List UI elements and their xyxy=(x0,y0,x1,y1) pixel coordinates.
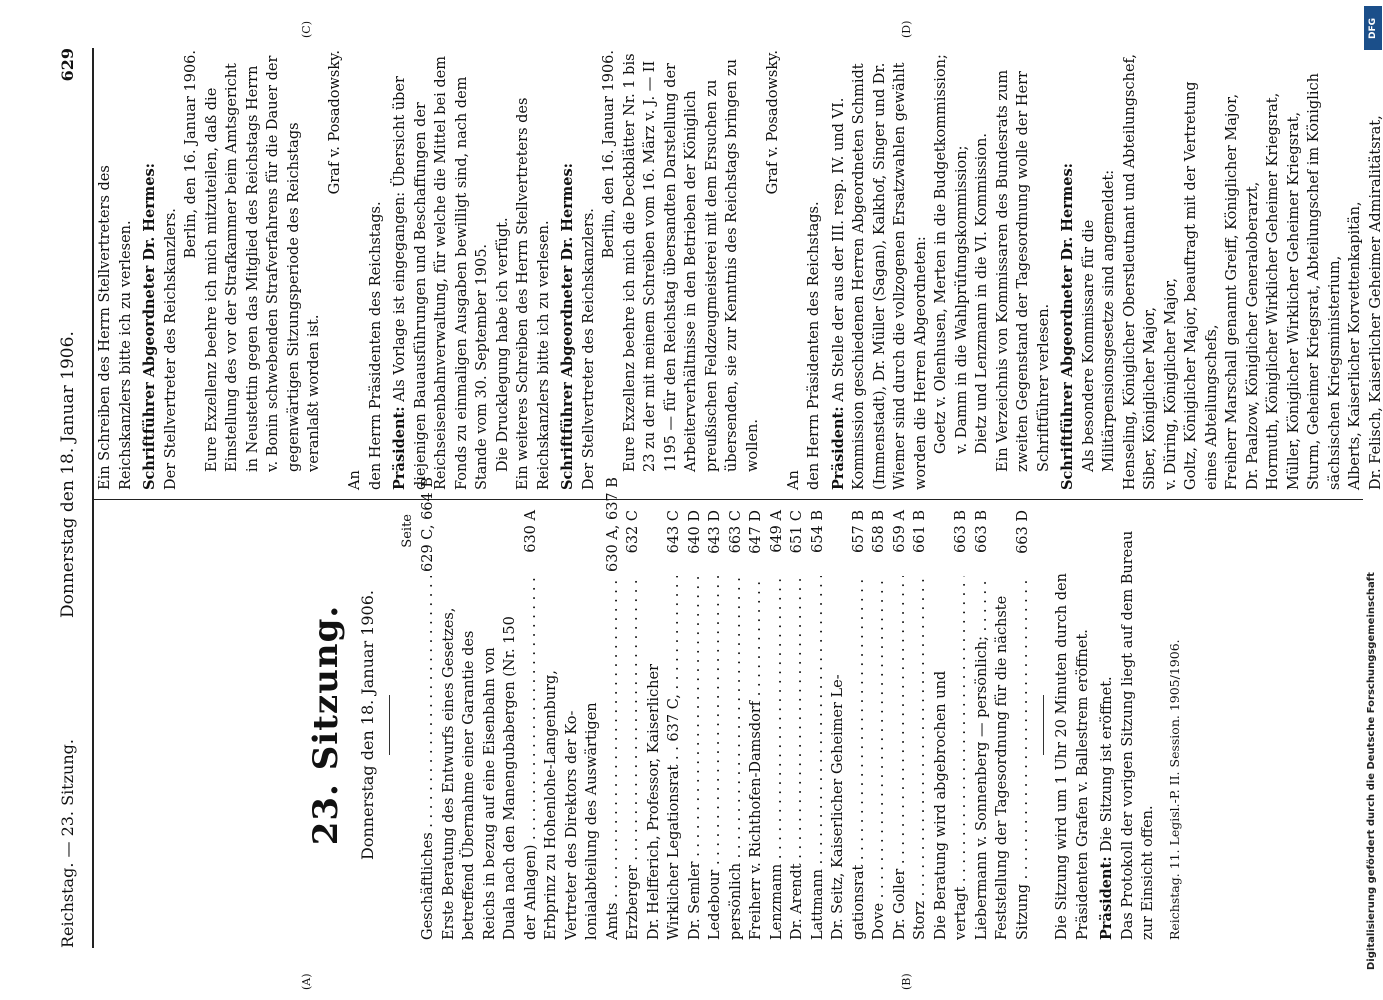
page-footer: Reichstag. 11. Legisl.-P. II. Session. 1905/1906. xyxy=(1166,639,1182,940)
toc-row xyxy=(459,510,480,940)
toc-entry-text: Erbprinz zu Hohenlohe-Langenburg, xyxy=(543,670,559,940)
toc-entry-text: Dr. Seitz, Kaiserlicher Geheimer Le- xyxy=(830,674,846,940)
letter-body: Eure Exzellenz beehre ich mich die Deckblätter Nr. 1 bis 23 zu der mit meinem Schreiben vom 16. März v. J. — II 1195 — für den Reichstag übersandten Darstellung der Arbeiterverhältnisse in den Betrieben der Königlich preußischen Feldzeugmeisterei mit dem Ersuchen zu übersenden, sie zur Kenntnis des Reichstags bringen zu wollen. xyxy=(621,53,761,472)
letter-sender: Der Stellvertreter des Reichskanzlers. xyxy=(162,208,179,490)
list-item: Dr. Felisch, Kaiserlicher Geheimer Admiralitätsrat, xyxy=(1367,115,1383,490)
list-item: Sturm, Geheimer Kriegsrat, Abteilungschef im Königlich sächsischen Kriegsministerium, xyxy=(1306,73,1343,490)
toc-entry-text: Ledebour . . . xyxy=(705,576,726,940)
letter-sender: Der Stellvertreter des Reichskanzlers. xyxy=(580,208,597,490)
toc-row xyxy=(767,510,788,940)
short-rule xyxy=(389,695,390,755)
toc-page-ref: 647 D xyxy=(748,510,764,554)
toc-row xyxy=(582,510,603,940)
toc-row xyxy=(541,510,562,940)
toc-entry-text: Freiherr v. Richthofen-Damsdorf . . . xyxy=(746,576,767,940)
opening-text: Die Sitzung wird um 1 Uhr 20 Minuten durch den Präsidenten Grafen v. Ballestrem eröffnet. xyxy=(1054,573,1091,940)
digitization-credit: Digitalisierung gefördert durch die Deutsche Forschungsgemeinschaft xyxy=(1366,572,1377,970)
toc-entry-text: der Anlagen) . . . xyxy=(521,576,542,940)
toc-page-ref: 659 A xyxy=(891,510,908,553)
header-rule xyxy=(92,48,94,948)
toc-row xyxy=(910,510,931,940)
dfg-logo: DFG xyxy=(1364,6,1382,50)
toc-entry-text: Sitzung . . . xyxy=(1013,576,1034,940)
toc-row xyxy=(746,510,767,940)
toc-row xyxy=(992,510,1013,940)
toc-page-ref: 658 B xyxy=(871,510,887,553)
right-column xyxy=(95,50,1383,490)
toc-page-ref: 640 D xyxy=(686,510,703,554)
letter-address: An xyxy=(347,470,363,490)
toc-row xyxy=(972,510,993,940)
paragraph: Die Drucklegung habe ich verfügt. xyxy=(494,217,511,472)
paragraph: Ein weiteres Schreiben des Herrn Stellvertreters des Reichskanzlers bitte ich zu verlesen. xyxy=(515,97,552,490)
toc-page-ref: 657 B xyxy=(850,510,867,553)
list-item: Dietz und Lenzmann in die VI. Kommission. xyxy=(974,133,990,454)
toc-entry-text: Amts . . . xyxy=(603,576,624,940)
speaker-line xyxy=(1058,50,1079,490)
toc-row xyxy=(664,510,685,940)
praesident-opening xyxy=(1097,510,1118,940)
toc-row xyxy=(480,510,501,940)
session-date: Donnerstag den 18. Januar 1906. xyxy=(358,590,377,860)
toc-row xyxy=(644,510,665,940)
toc-entry-text: Erste Beratung des Entwurfs eines Gesetzes, xyxy=(440,607,457,940)
list-item: v. Damm in die Wahlprüfungskommission; xyxy=(953,145,970,454)
letter-date: Berlin, den 16. Januar 1906. xyxy=(601,50,617,259)
toc-row xyxy=(869,510,890,940)
list-item: Goetz v. Olenhusen, Merten in die Budgetkommission; xyxy=(933,54,949,454)
running-header xyxy=(50,48,84,948)
header-center: Donnerstag den 18. Januar 1906. xyxy=(58,331,78,618)
statement-text: Als Vorlage ist eingegangen: Übersicht über diejenigen Bauausführungen und Beschaffungen der Reichseisenbahnverwaltung, für welche die Mittel bei dem Fonds zu einmaligen Ausgaben bewilligt sind, nach dem Stande vom 30. September 1905. xyxy=(392,56,490,490)
speaker-text: Die Sitzung ist eröffnet. xyxy=(1099,676,1115,852)
list-item: Müller, Königlicher Wirklicher Geheimer Kriegsrat, xyxy=(1285,111,1302,490)
margin-marker-a: (A) xyxy=(300,973,313,990)
speaker-label: Präsident: xyxy=(829,406,847,490)
toc-row xyxy=(951,510,972,940)
toc-row xyxy=(685,510,706,940)
list-item: Dr. Paalzow, Königlicher Generaloberarzt, xyxy=(1244,181,1261,490)
short-rule xyxy=(1043,695,1044,755)
letter-signature: Graf v. Posadowsky. xyxy=(326,50,343,195)
toc-page-ref: 643 C xyxy=(666,510,682,554)
toc-page-ref: 663 D xyxy=(1014,510,1031,554)
toc-entry-text: Die Beratung wird abgebrochen und xyxy=(932,670,949,940)
list-item: Siber, Königlicher Major, xyxy=(1142,307,1158,490)
toc-entry-text: Feststellung der Tagesordnung für die nächste xyxy=(994,595,1010,940)
toc-entry-text: Dr. Arendt . . . xyxy=(787,576,808,940)
toc-entry-text: Lenzmann . . . xyxy=(767,576,788,940)
toc-entry-text: Storz . . . xyxy=(910,576,931,940)
list-item: v. Düring, Königlicher Major, xyxy=(1162,277,1179,490)
toc-entry-text: persönlich . . . xyxy=(726,576,747,940)
toc-entry-text: vertagt . . . xyxy=(951,576,972,940)
toc-row xyxy=(521,510,542,940)
margin-marker-c: (C) xyxy=(300,21,313,38)
toc-row xyxy=(500,510,521,940)
toc-entry-text: Dr. Goller . . . xyxy=(890,576,911,940)
statement-text: An Stelle der aus der III. resp. IV. und VI. Kommission geschiedenen Herren Abgeordneten Schmidt (Immenstadt), Dr. Müller (Sagan), Kalkhof, Singer und Dr. Wiemer sind durch die vollzogenen Ersatzwahlen gewählt worden die Herren Abgeordneten: xyxy=(830,62,929,490)
toc-row xyxy=(603,477,624,940)
toc-entry-text: Wirklicher Legationsrat . . 637 C, . . . xyxy=(664,576,685,940)
paragraph: Ein Schreiben des Herrn Stellvertreters des Reichskanzlers bitte ich zu verlesen. xyxy=(97,165,134,490)
toc-row xyxy=(439,510,460,940)
left-column xyxy=(306,476,1185,940)
praesident-statement xyxy=(390,50,493,490)
letter-address: An xyxy=(785,470,802,490)
toc-page-ref: 649 A xyxy=(768,510,785,553)
toc-entry-text: Geschäftliches . . . xyxy=(418,576,439,940)
letter-signature: Graf v. Posadowsky. xyxy=(765,50,781,195)
speaker-label: Schriftführer Abgeordneter Dr. Hermes: xyxy=(559,162,576,490)
toc-entry-text: Duala nach den Manengubabergen (Nr. 150 xyxy=(502,616,518,940)
toc-row xyxy=(931,510,952,940)
page-number: 629 xyxy=(58,48,77,82)
toc-row xyxy=(623,510,644,940)
toc-row xyxy=(705,510,726,940)
toc-entry-text: betreffend Übernahme einer Garantie des xyxy=(461,630,477,940)
list-item: Henseling, Königlicher Oberstleutnant und Abteilungschef, xyxy=(1121,54,1138,490)
toc-entry-text: Dr. Helfferich, Professor, Kaiserlicher xyxy=(645,663,662,940)
toc-entry-text: lonialabteilung des Auswärtigen xyxy=(584,702,600,940)
speaker-line xyxy=(140,50,161,490)
toc-row xyxy=(849,510,870,940)
margin-marker-d: (D) xyxy=(900,20,913,38)
speaker-label: Präsident: xyxy=(1098,856,1115,940)
toc-entry-text: gationsrat . . . xyxy=(849,576,870,940)
paragraph: Ein Verzeichnis von Kommissaren des Bundesrats zum zweiten Gegenstand der Tagesordnung wolle der Herr Schriftführer verlesen. xyxy=(994,69,1052,472)
list-item: Goltz, Königlicher Major, beauftragt mit der Vertretung eines Abteilungschefs, xyxy=(1183,81,1220,490)
toc-row xyxy=(1013,510,1034,940)
list-item: Freiherr Marschall genannt Greiff, Königlicher Major, xyxy=(1224,93,1240,490)
table-of-contents xyxy=(418,476,1033,940)
toc-entry-text: Lattmann . . . xyxy=(808,576,829,940)
toc-entry-text: Reichs in bezug auf eine Eisenbahn von xyxy=(481,647,498,940)
speaker-label: Schriftführer Abgeordneter Dr. Hermes: xyxy=(141,162,158,490)
letter-address: den Herrn Präsidenten des Reichstags. xyxy=(806,201,822,490)
toc-page-ref: 630 A xyxy=(522,510,539,553)
toc-entry-text: Dr. Semler . . . xyxy=(685,576,706,940)
toc-row xyxy=(808,510,829,940)
toc-page-ref: 663 C xyxy=(727,510,744,554)
toc-row xyxy=(890,510,911,940)
toc-page-ref: 629 C, 664 B xyxy=(420,476,436,572)
toc-row xyxy=(726,510,747,940)
list-item: Alberts, Kaiserlicher Korvettenkapitän, xyxy=(1347,201,1363,490)
speaker-label: Schriftführer Abgeordneter Dr. Hermes: xyxy=(1059,162,1076,490)
letter-address: den Herrn Präsidenten des Reichstags. xyxy=(367,201,384,490)
toc-page-ref: 632 C xyxy=(625,510,641,554)
toc-page-ref: 663 B xyxy=(973,510,990,553)
toc-page-ref: 663 B xyxy=(953,510,969,553)
toc-row xyxy=(562,510,583,940)
toc-page-ref: 651 C xyxy=(789,510,805,554)
protokoll-text: Das Protokoll der vorigen Sitzung liegt auf dem Bureau zur Einsicht offen. xyxy=(1119,530,1156,940)
toc-entry-text: Liebermann v. Sonnenberg — persönlich; . . . xyxy=(972,576,993,940)
toc-entry-text: Vertreter des Direktors der Ko- xyxy=(563,710,580,940)
speaker-line xyxy=(558,50,579,490)
header-left: Reichstag. — 23. Sitzung. xyxy=(58,739,77,948)
letter-body: Eure Exzellenz beehre ich mich mitzuteilen, daß die Einstellung des vor der Strafkammer beim Amtsgericht in Neustettin gegen das Mitglied des Reichstags Herrn v. Bonin schwebenden Strafverfahrens für die Dauer der gegenwärtigen Sitzungsperiode des Reichstags veranlaßt worden ist. xyxy=(203,55,322,472)
toc-page-ref: 661 B xyxy=(912,510,928,553)
toc-page-ref: 654 B xyxy=(809,510,826,553)
list-item: Hormuth, Königlicher Wirklicher Geheimer Kriegsrat, xyxy=(1265,92,1281,490)
praesident-statement xyxy=(829,50,932,490)
margin-marker-b: (B) xyxy=(900,973,913,990)
toc-row xyxy=(787,510,808,940)
column-divider xyxy=(93,499,1363,500)
paragraph: Als besondere Kommissare für die Militärpensionsgesetze sind angemeldet: xyxy=(1080,169,1117,472)
toc-entry-text: Dove . . . xyxy=(869,576,890,940)
toc-row xyxy=(828,510,849,940)
toc-row xyxy=(418,476,439,940)
seite-label: Seite xyxy=(399,514,415,548)
session-title: 23. Sitzung. xyxy=(306,604,346,846)
letter-date: Berlin, den 16. Januar 1906. xyxy=(183,50,199,259)
toc-page-ref: 630 A, 637 B xyxy=(604,477,621,572)
toc-page-ref: 643 D xyxy=(707,510,723,554)
speaker-label: Präsident: xyxy=(391,406,408,490)
toc-entry-text: Erzberger . . . xyxy=(623,576,644,940)
